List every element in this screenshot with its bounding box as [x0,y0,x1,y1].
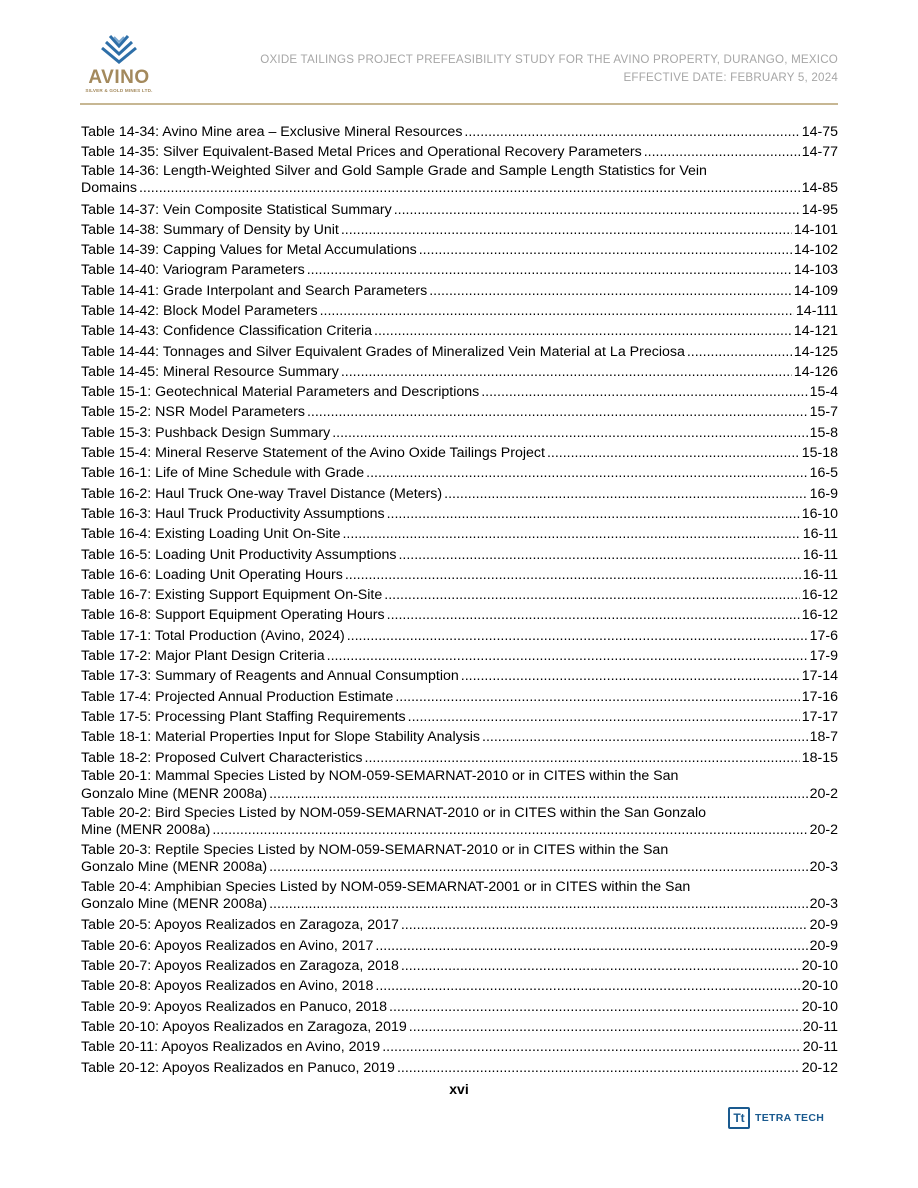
dot-leader [481,382,807,402]
logo-tagline: SILVER & GOLD MINES LTD. [85,88,153,93]
toc-entry[interactable] [81,524,838,544]
dot-leader [395,687,799,707]
toc-entry-title: Table 14-40: Variogram Parameters [81,262,305,279]
dot-leader [461,666,800,686]
dot-leader [401,956,800,976]
dot-leader [398,545,800,565]
dot-leader [401,915,808,935]
dot-leader [374,321,792,341]
toc-entry-page: 14-101 [793,221,838,238]
toc-entry-title: Table 16-8: Support Equipment Operating Hours [81,607,385,624]
toc-entry-page: 20-3 [809,859,838,876]
toc-entry[interactable] [81,281,838,301]
toc-entry[interactable] [81,915,838,935]
toc-entry-page: 14-75 [801,124,838,140]
toc-entry[interactable] [81,142,838,162]
toc-entry-page: 16-11 [802,526,838,543]
document-title: OXIDE TAILINGS PROJECT PREFEASIBILITY STUDY FOR THE AVINO PROPERTY, DURANGO, MEXICO [260,53,838,66]
toc-entry-page: 18-15 [801,749,838,766]
dot-leader [345,565,801,585]
toc-entry-page: 20-10 [801,998,838,1015]
toc-entry[interactable] [81,646,838,666]
dot-leader [307,402,808,422]
toc-entry[interactable] [81,301,838,321]
toc-entry-title: Table 14-43: Confidence Classification Criteria [81,323,372,340]
dot-leader [482,727,808,747]
dot-leader [139,180,800,198]
toc-entry-page: 14-77 [801,144,838,161]
dot-leader [269,896,808,914]
dot-leader [332,423,807,443]
toc-entry-page: 16-12 [801,587,838,604]
toc-entry-page: 20-9 [809,937,838,954]
toc-entry-page: 20-12 [801,1059,838,1076]
toc-entry-title: Table 15-1: Geotechnical Material Parameters and Descriptions [81,384,480,401]
toc-entry[interactable] [81,707,838,727]
toc-entry-page: 14-102 [793,242,838,259]
dot-leader [366,463,807,483]
dot-leader [269,859,808,877]
toc-entry-page: 16-5 [809,465,838,482]
toc-entry-page: 15-4 [809,384,838,401]
dot-leader [307,260,792,280]
toc-entry[interactable] [81,200,838,220]
toc-entry-title: Table 20-5: Apoyos Realizados en Zaragoza, 2017 [81,917,399,934]
toc-entry[interactable] [81,805,838,842]
toc-entry-page: 18-7 [809,729,838,746]
toc-entry[interactable] [81,936,838,956]
toc-entry-title: Table 20-6: Apoyos Realizados en Avino, 2017 [81,937,374,954]
toc-entry[interactable] [81,122,838,142]
toc-entry[interactable] [81,1017,838,1037]
toc-entry-title: Table 14-41: Grade Interpolant and Search Parameters [81,282,428,299]
dot-leader [382,1037,801,1057]
toc-entry-title: Table 14-37: Vein Composite Statistical Summary [81,201,392,218]
toc-entry-title: Gonzalo Mine (MENR 2008a) [81,785,268,802]
dot-leader [394,200,800,220]
toc-entry-title-line1: Table 20-3: Reptile Species Listed by NOM-059-SEMARNAT-2010 or in CITES within the San [81,841,669,858]
toc-entry[interactable] [81,1037,838,1057]
toc-entry[interactable] [81,362,838,382]
dot-leader [365,748,800,768]
toc-entry-title: Table 14-38: Summary of Density by Unit [81,221,339,238]
toc-entry[interactable] [81,484,838,504]
toc-entry-title: Table 14-34: Avino Mine area – Exclusive Mineral Resources [81,124,463,140]
toc-entry-page: 17-9 [809,648,838,665]
toc-entry-page: 16-11 [802,546,838,563]
toc-entry-page: 14-121 [793,323,838,340]
toc-entry-page: 14-125 [793,343,838,360]
toc-entry-page: 15-8 [809,424,838,441]
toc-entry-title: Table 20-12: Apoyos Realizados en Panuco, 2019 [81,1059,395,1076]
tetra-tech-logo [728,1106,824,1130]
toc-entry[interactable] [81,956,838,976]
toc-entry-title: Table 20-8: Apoyos Realizados en Avino, 2018 [81,978,374,995]
list-of-tables [81,122,838,1078]
dot-leader [327,646,808,666]
toc-entry[interactable] [81,443,838,463]
toc-entry-title: Table 20-11: Apoyos Realizados en Avino, 2019 [81,1039,381,1056]
toc-entry[interactable] [81,842,838,879]
avino-chevron-icon [84,34,154,68]
toc-entry[interactable] [81,768,838,805]
toc-entry[interactable] [81,382,838,402]
toc-entry-page: 16-11 [802,566,838,583]
toc-entry-title: Table 16-5: Loading Unit Productivity Assumptions [81,546,397,563]
toc-entry-title: Table 14-42: Block Model Parameters [81,302,318,319]
toc-entry-title: Table 15-2: NSR Model Parameters [81,404,305,421]
toc-entry[interactable] [81,463,838,483]
toc-entry[interactable] [81,605,838,625]
toc-entry-page: 14-103 [793,262,838,279]
dot-leader [644,142,800,162]
toc-entry-title: Table 16-1: Life of Mine Schedule with Grade [81,465,365,482]
toc-entry[interactable] [81,321,838,341]
toc-entry-page: 15-18 [801,445,838,462]
toc-entry-page: 20-11 [802,1039,838,1056]
toc-entry-title: Gonzalo Mine (MENR 2008a) [81,859,268,876]
toc-entry-page: 15-7 [809,404,838,421]
toc-entry[interactable] [81,727,838,747]
toc-entry[interactable] [81,504,838,524]
toc-entry[interactable] [81,545,838,565]
toc-entry-page: 16-12 [801,607,838,624]
header-divider [80,103,838,105]
dot-leader [464,122,799,142]
toc-entry[interactable] [81,163,838,200]
tetra-tech-mark-icon: Tt [728,1107,750,1129]
dot-leader [429,281,792,301]
toc-entry[interactable] [81,626,838,646]
dot-leader [687,342,792,362]
toc-entry-title: Table 14-35: Silver Equivalent-Based Metal Prices and Operational Recovery Parameters [81,144,642,161]
toc-entry-page: 17-17 [801,708,838,725]
toc-entry[interactable] [81,666,838,686]
toc-entry[interactable] [81,585,838,605]
toc-entry[interactable] [81,423,838,443]
dot-leader [341,362,792,382]
toc-entry-title: Table 16-4: Existing Loading Unit On-Site [81,526,341,543]
dot-leader [320,301,794,321]
dot-leader [409,1017,801,1037]
toc-entry-title: Table 14-45: Mineral Resource Summary [81,363,339,380]
toc-entry[interactable] [81,565,838,585]
toc-entry-page: 14-95 [801,201,838,218]
toc-entry-page: 20-9 [809,917,838,934]
toc-entry[interactable] [81,748,838,768]
toc-entry-title-line1: Table 20-4: Amphibian Species Listed by NOM-059-SEMARNAT-2001 or in CITES within the San [81,878,691,895]
dot-leader [342,524,800,544]
logo-wordmark: AVINO [88,67,150,88]
dot-leader [419,240,792,260]
toc-entry-title: Table 20-7: Apoyos Realizados en Zaragoza, 2018 [81,958,399,975]
toc-entry[interactable] [81,342,838,362]
dot-leader [375,976,799,996]
toc-entry-title: Table 18-2: Proposed Culvert Characteristics [81,749,363,766]
toc-entry-title: Table 16-3: Haul Truck Productivity Assumptions [81,505,385,522]
effective-date: EFFECTIVE DATE: FEBRUARY 5, 2024 [623,71,838,84]
toc-entry[interactable] [81,879,838,916]
tetra-tech-wordmark: TETRA TECH [755,1112,825,1124]
dot-leader [397,1058,800,1078]
toc-entry[interactable] [81,997,838,1017]
toc-entry[interactable] [81,220,838,240]
dot-leader [384,585,799,605]
toc-entry[interactable] [81,402,838,422]
avino-logo [84,34,154,96]
toc-entry-title: Table 20-9: Apoyos Realizados en Panuco, 2018 [81,998,388,1015]
dot-leader [387,605,800,625]
toc-entry-title: Table 20-10: Apoyos Realizados en Zaragoza, 2019 [81,1018,407,1035]
toc-entry-title: Table 14-44: Tonnages and Silver Equivalent Grades of Mineralized Vein Material at La Preciosa [81,343,685,360]
toc-entry-page: 14-126 [793,363,838,380]
dot-leader [269,786,808,804]
toc-entry-title: Table 17-4: Projected Annual Production Estimate [81,688,394,705]
toc-entry[interactable] [81,976,838,996]
dot-leader [389,997,800,1017]
toc-entry-page: 20-10 [801,958,838,975]
dot-leader [375,936,807,956]
toc-entry-page: 14-85 [801,180,838,197]
toc-entry-page: 14-109 [793,282,838,299]
toc-entry-title: Mine (MENR 2008a) [81,822,211,839]
toc-entry-title-line1: Table 20-2: Bird Species Listed by NOM-059-SEMARNAT-2010 or in CITES within the San Gonzalo [81,804,707,821]
toc-entry-title-line1: Table 14-36: Length-Weighted Silver and Gold Sample Grade and Sample Length Statistics for Vein [81,162,707,179]
toc-entry-page: 14-111 [795,302,838,319]
toc-entry-title: Table 17-5: Processing Plant Staffing Requirements [81,708,406,725]
toc-entry[interactable] [81,1058,838,1078]
dot-leader [387,504,800,524]
toc-entry-page: 17-6 [809,627,838,644]
toc-entry-title: Table 14-39: Capping Values for Metal Accumulations [81,242,417,259]
toc-entry-page: 20-2 [809,822,838,839]
dot-leader [444,484,807,504]
toc-entry-page: 20-11 [802,1018,838,1035]
page-number: xvi [449,1081,469,1097]
toc-entry-title: Gonzalo Mine (MENR 2008a) [81,896,268,913]
toc-entry-page: 20-3 [809,896,838,913]
toc-entry-title: Table 17-2: Major Plant Design Criteria [81,648,325,665]
toc-entry-title-line1: Table 20-1: Mammal Species Listed by NOM-059-SEMARNAT-2010 or in CITES within the San [81,767,679,784]
dot-leader [408,707,800,727]
dot-leader [212,822,807,840]
toc-entry-page: 16-9 [809,485,838,502]
toc-entry-page: 16-10 [801,505,838,522]
toc-entry-page: 20-10 [801,978,838,995]
toc-entry-title: Domains [81,180,137,197]
toc-entry-page: 20-2 [809,785,838,802]
toc-entry-title: Table 16-7: Existing Support Equipment On-Site [81,587,383,604]
toc-entry-title: Table 18-1: Material Properties Input for Slope Stability Analysis [81,729,481,746]
dot-leader [547,443,800,463]
toc-entry-title: Table 17-1: Total Production (Avino, 2024) [81,627,345,644]
toc-entry-page: 17-16 [801,688,838,705]
toc-entry-title: Table 15-4: Mineral Reserve Statement of the Avino Oxide Tailings Project [81,445,545,462]
dot-leader [347,626,808,646]
toc-entry-title: Table 17-3: Summary of Reagents and Annual Consumption [81,668,459,685]
toc-entry[interactable] [81,240,838,260]
toc-entry-title: Table 15-3: Pushback Design Summary [81,424,331,441]
toc-entry-page: 17-14 [801,668,838,685]
toc-entry-title: Table 16-6: Loading Unit Operating Hours [81,566,343,583]
toc-entry-title: Table 16-2: Haul Truck One-way Travel Distance (Meters) [81,485,443,502]
toc-entry[interactable] [81,260,838,280]
dot-leader [341,220,792,240]
toc-entry[interactable] [81,687,838,707]
